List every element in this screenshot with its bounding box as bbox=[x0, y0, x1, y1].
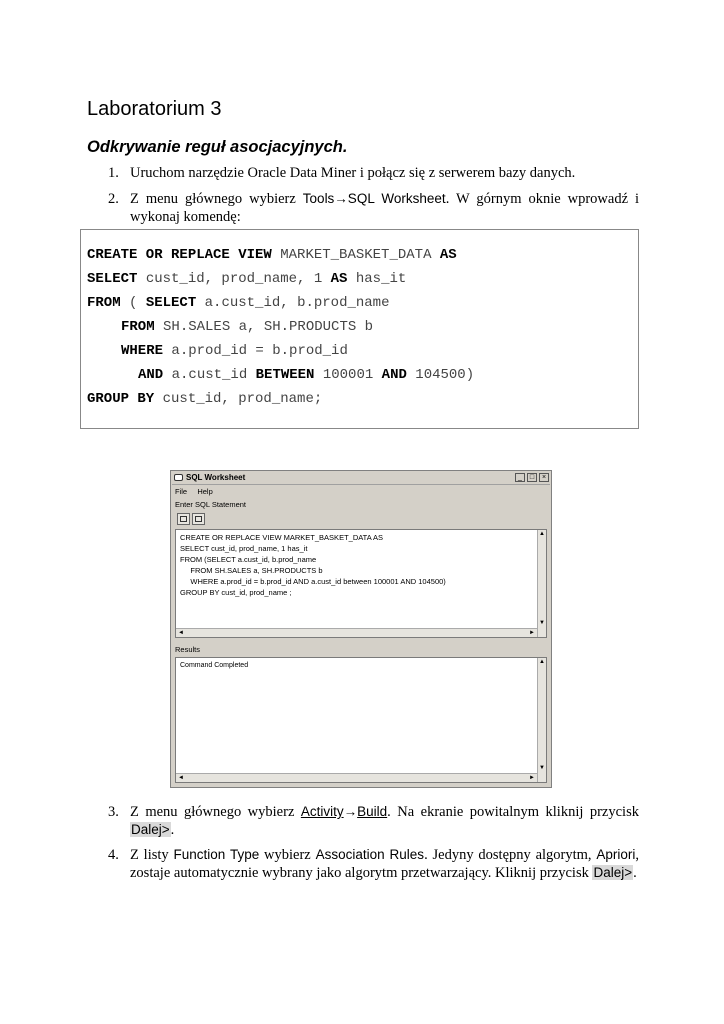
step-text: Z menu głównego wybierz Tools→SQL Worksheet. W górnym oknie wprowadź i wykonaj komendę: bbox=[130, 191, 639, 225]
menu-file[interactable]: File bbox=[175, 487, 188, 496]
sql-line: GROUP BY cust_id, prod_name ; bbox=[180, 588, 292, 597]
results-pane bbox=[175, 657, 547, 783]
next-button-label: Dalej> bbox=[593, 865, 633, 880]
step-text: Uruchom narzędzie Oracle Data Miner i połącz się z serwerem bazy danych. bbox=[130, 165, 576, 181]
sql-horizontal-scrollbar[interactable] bbox=[176, 628, 537, 637]
code-line-7: GROUP BY cust_id, prod_name; bbox=[87, 391, 323, 407]
step-text: Z listy Function Type wybierz Association Rules. Jedyny dostępny algorytm, Apriori, zostaje automatycznie wybrany jako algorytm przetwarzający. Kliknij przycisk Dalej>. bbox=[130, 847, 639, 881]
results-vertical-scrollbar[interactable] bbox=[537, 658, 546, 782]
sql-vertical-scrollbar[interactable] bbox=[537, 530, 546, 637]
steps-list-bottom bbox=[108, 803, 639, 882]
scroll-up-icon[interactable]: ▲ bbox=[539, 659, 545, 665]
code-line-5: WHERE a.prod_id = b.prod_id bbox=[121, 343, 348, 359]
step-text: Z menu głównego wybierz Activity→Build. Na ekranie powitalnym kliknij przycisk Dalej>. bbox=[130, 804, 639, 838]
sql-input-pane[interactable] bbox=[175, 529, 547, 638]
title-bar bbox=[172, 472, 550, 485]
results-text: Command Completed bbox=[180, 662, 249, 669]
window-title: SQL Worksheet bbox=[186, 473, 246, 482]
scroll-right-icon[interactable]: ► bbox=[529, 775, 535, 781]
code-line-6: AND a.cust_id BETWEEN 100001 AND 104500) bbox=[138, 367, 475, 383]
sql-line: SELECT cust_id, prod_name, 1 has_it bbox=[180, 544, 308, 553]
code-line-3: FROM ( SELECT a.cust_id, b.prod_name bbox=[87, 295, 390, 311]
sql-line: FROM SH.SALES a, SH.PRODUCTS b bbox=[180, 566, 323, 575]
code-line-4: FROM SH.SALES a, SH.PRODUCTS b bbox=[121, 319, 374, 335]
step-number: 3. bbox=[108, 804, 119, 820]
sql-line: CREATE OR REPLACE VIEW MARKET_BASKET_DATA AS bbox=[180, 533, 383, 542]
apriori-label: Apriori bbox=[596, 847, 636, 862]
minimize-icon[interactable]: _ bbox=[515, 473, 525, 482]
close-icon[interactable]: × bbox=[539, 473, 549, 482]
step-2 bbox=[108, 190, 639, 226]
step-number: 2. bbox=[108, 191, 119, 207]
function-type-label: Function Type bbox=[173, 847, 260, 862]
menu-help[interactable]: Help bbox=[197, 487, 213, 496]
sql-line: FROM (SELECT a.cust_id, b.prod_name bbox=[180, 555, 317, 564]
sql-worksheet-window bbox=[170, 470, 552, 788]
menu-bar bbox=[175, 487, 221, 496]
steps-list-top bbox=[108, 164, 639, 226]
results-label: Results bbox=[175, 645, 201, 654]
scroll-down-icon[interactable]: ▼ bbox=[539, 765, 545, 771]
code-line-2: SELECT cust_id, prod_name, 1 AS has_it bbox=[87, 271, 407, 287]
scroll-left-icon[interactable]: ◄ bbox=[178, 775, 184, 781]
step-number: 1. bbox=[108, 165, 119, 181]
step-1 bbox=[108, 164, 639, 182]
menu-path: Activity→Build bbox=[300, 804, 388, 819]
cancel-icon[interactable] bbox=[192, 513, 205, 525]
code-line-1: CREATE OR REPLACE VIEW MARKET_BASKET_DATA AS bbox=[87, 247, 457, 263]
next-button-label: Dalej> bbox=[131, 822, 170, 837]
results-horizontal-scrollbar[interactable] bbox=[176, 773, 537, 782]
sql-line: WHERE a.prod_id = b.prod_id AND a.cust_id between 100001 AND 104500) bbox=[180, 577, 446, 586]
scroll-down-icon[interactable]: ▼ bbox=[539, 620, 545, 626]
step-3 bbox=[108, 803, 639, 839]
menu-path: Tools→SQL Worksheet bbox=[302, 191, 446, 206]
maximize-icon[interactable]: □ bbox=[527, 473, 537, 482]
scroll-left-icon[interactable]: ◄ bbox=[178, 630, 184, 636]
page-title: Laboratorium 3 bbox=[87, 98, 222, 120]
scroll-right-icon[interactable]: ► bbox=[529, 630, 535, 636]
execute-icon[interactable] bbox=[177, 513, 190, 525]
scroll-up-icon[interactable]: ▲ bbox=[539, 531, 545, 537]
section-title: Odkrywanie reguł asocjacyjnych. bbox=[87, 138, 348, 156]
association-rules-label: Association Rules bbox=[315, 847, 425, 862]
step-4 bbox=[108, 846, 639, 882]
enter-sql-label: Enter SQL Statement bbox=[175, 500, 247, 509]
window-icon bbox=[174, 474, 183, 481]
sql-code-box bbox=[80, 229, 639, 429]
step-number: 4. bbox=[108, 847, 119, 863]
